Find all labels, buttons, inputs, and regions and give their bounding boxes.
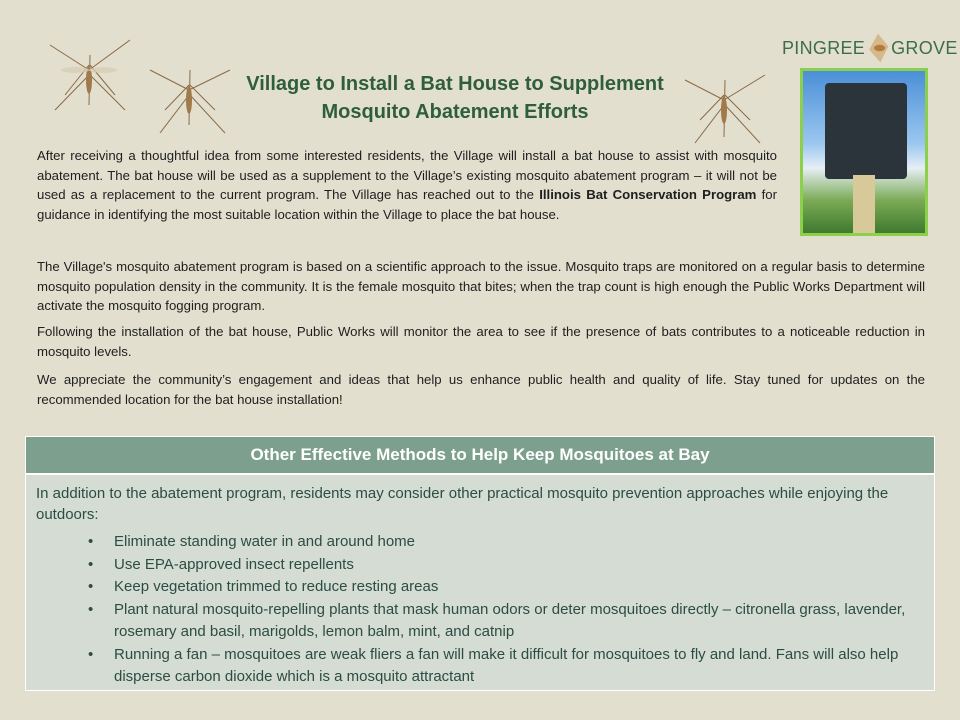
methods-box xyxy=(25,436,935,691)
paragraph-appreciation: We appreciate the community’s engagement and ideas that help us enhance public health and quality of life. Stay tuned for updates on the recommended location for the bat house installation! xyxy=(37,372,925,407)
item-text: Keep vegetation trimmed to reduce resting areas xyxy=(114,578,439,595)
list-item xyxy=(88,644,934,689)
methods-heading: Other Effective Methods to Help Keep Mosquitoes at Bay xyxy=(26,437,934,475)
text: After receiving a thoughtful idea from some interested residents, the Village will install a bat house to assist with mosquito abatement. The bat house will be used as a supplement to the Village’s existing mosquito abatement program – it will not be used as a replacement to the current program. The Village has reached out to the xyxy=(37,148,777,202)
title-line-2: Mosquito Abatement Efforts xyxy=(321,101,589,123)
text: for guidance in identifying the most suitable location within the Village to place the bat house. xyxy=(37,187,777,222)
item-text: Running a fan – mosquitoes are weak fliers a fan will make it difficult for mosquitoes to fly and land. Fans will also help disperse carbon dioxide which is a mosquito attractant xyxy=(114,645,899,685)
program-name: Illinois Bat Conservation Program xyxy=(539,187,757,202)
list-item xyxy=(88,576,934,599)
logo-text-right: GROVE xyxy=(891,37,958,58)
item-text: Plant natural mosquito-repelling plants that mask human odors or deter mosquitoes directly – citronella grass, lavender, rosemary and basil, marigolds, lemon balm, mint, and catnip xyxy=(114,600,906,640)
bullet-icon: • xyxy=(88,533,94,550)
list-item xyxy=(88,554,934,577)
bat-house-photo xyxy=(800,68,928,236)
mosquito-illustration xyxy=(45,35,135,115)
paragraph-program: The Village's mosquito abatement program is based on a scientific approach to the issue. Mosquito traps are monitored on a regular basis to determine mosquito population density in the community. It is the female mosquito that bites; when the trap count is high enough the Public Works Department will activate the mosquito fogging program. xyxy=(37,259,925,313)
bullet-icon: • xyxy=(88,578,94,595)
bullet-icon: • xyxy=(88,645,94,663)
list-item xyxy=(88,599,934,644)
methods-intro: In addition to the abatement program, residents may consider other practical mosquito prevention approaches while enjoying the outdoors: xyxy=(36,485,889,523)
methods-list xyxy=(88,531,934,689)
paragraph-intro xyxy=(37,146,777,224)
leaf-icon xyxy=(866,28,890,68)
item-text: Eliminate standing water in and around home xyxy=(114,533,416,550)
bullet-icon: • xyxy=(88,555,94,573)
list-item xyxy=(88,531,934,554)
logo-text-left: PINGREE xyxy=(782,37,866,58)
pingree-grove-logo xyxy=(782,28,958,68)
bullet-icon: • xyxy=(88,600,94,618)
item-text: Use EPA-approved insect repellents xyxy=(114,555,354,573)
paragraph-monitoring: Following the installation of the bat house, Public Works will monitor the area to see if the presence of bats contributes to a noticeable reduction in mosquito levels. xyxy=(37,324,925,359)
title-line-1: Village to Install a Bat House to Supplement xyxy=(246,73,664,95)
page-title xyxy=(190,70,720,126)
